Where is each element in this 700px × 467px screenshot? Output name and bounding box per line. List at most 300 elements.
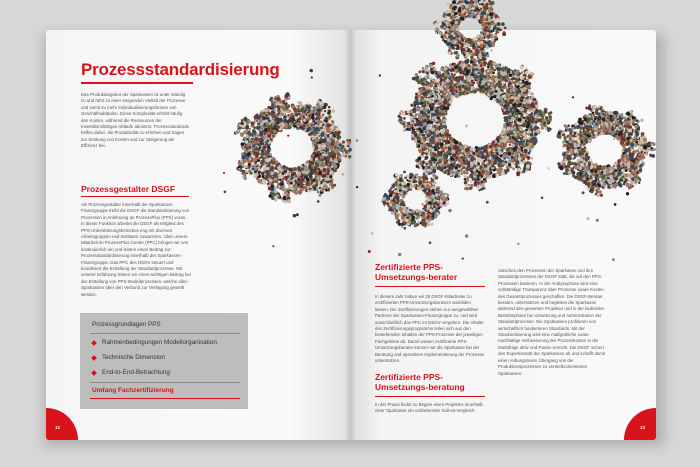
person-figure (259, 121, 261, 123)
person-figure (336, 127, 339, 130)
person-figure (241, 146, 243, 148)
person-figure (513, 163, 515, 165)
person-figure (262, 179, 266, 183)
person-figure (267, 128, 271, 132)
person-figure (299, 126, 301, 128)
person-figure (284, 95, 286, 97)
person-figure (285, 174, 287, 176)
person-figure (310, 132, 313, 135)
person-figure (495, 74, 497, 76)
person-figure (259, 164, 261, 166)
person-figure (296, 189, 299, 192)
person-figure (293, 122, 296, 125)
person-figure (304, 166, 308, 170)
person-figure (332, 139, 335, 142)
person-figure (282, 165, 286, 169)
person-figure (434, 164, 436, 166)
person-figure (294, 167, 297, 170)
person-figure (487, 63, 490, 66)
person-figure (317, 136, 320, 139)
person-figure (317, 111, 320, 114)
person-figure (472, 178, 474, 180)
person-figure (341, 145, 345, 149)
person-figure (317, 168, 320, 171)
person-figure (320, 104, 323, 107)
person-figure (330, 182, 333, 185)
person-figure (322, 164, 326, 168)
prozessgestalter-paragraph: Als Prozessgestalter innerhalb der Sparkassen-Finanzgruppe treibt die DSGF die Standardisierung von Prozessen in Anlehnung an ProzessPlus (PPS) voran. In dieser Funktion arbeitet die DSGF als Mitglied des PPS-Unterstützungsbetriebes eng mit diversen Arbeitsgruppen und Instituten zusammen. Über unsere Mitarbeit im ProzessPlus-Center (PPC) bringen wir uns kontinuierlich ein und leisten einen Beitrag zur Prozessstandardisierung innerhalb der Sparkassen-Finanzgruppe. Das PPC des DSGV steuert und koordiniert die Erstellung der Standardprozesse. Mit unserer Erfahrung leisten wir einen wichtigen Beitrag bei der Erstellung von PPS-Modellprozessen, welche allen Sparkassen über den Verbund zur Verfügung gestellt werden. (81, 202, 191, 297)
person-figure (303, 119, 307, 123)
person-figure (277, 97, 281, 101)
person-figure (521, 113, 524, 116)
person-figure (260, 123, 262, 125)
person-figure (293, 178, 296, 181)
person-figure (281, 169, 284, 172)
person-figure (517, 94, 520, 97)
info-box-item-label: Rahmenbedingungen Modellorganisation (102, 339, 217, 346)
person-figure (313, 159, 315, 161)
person-figure (325, 177, 328, 180)
person-figure (325, 148, 329, 152)
person-figure (312, 138, 315, 141)
person-figure (265, 158, 269, 162)
person-figure (258, 136, 260, 138)
person-figure (284, 125, 288, 129)
info-box-title: Prozessgrundlagen PPS (92, 321, 161, 328)
person-figure (545, 128, 547, 130)
person-figure (493, 69, 495, 71)
people-crowd-image (223, 0, 656, 261)
person-figure (417, 160, 420, 163)
person-figure (318, 175, 321, 178)
person-figure (315, 174, 318, 177)
person-figure (331, 179, 334, 182)
person-figure (256, 153, 259, 156)
person-figure (287, 182, 289, 184)
person-figure (508, 163, 511, 166)
person-figure (423, 116, 426, 119)
person-figure (308, 113, 311, 116)
person-figure (520, 108, 523, 111)
person-figure (527, 104, 530, 107)
person-figure (251, 151, 254, 154)
person-figure (263, 132, 266, 135)
person-figure (322, 143, 324, 145)
person-figure (281, 186, 284, 189)
person-figure (452, 153, 455, 156)
person-figure (316, 160, 319, 163)
person-figure (249, 171, 252, 174)
person-figure (312, 120, 315, 123)
person-figure (304, 111, 306, 113)
person-figure (254, 164, 257, 167)
person-figure (269, 117, 272, 120)
person-figure (418, 70, 421, 73)
person-figure (266, 167, 269, 170)
person-figure (464, 181, 467, 184)
person-figure (322, 152, 324, 154)
person-figure (266, 132, 269, 135)
person-figure (289, 168, 292, 171)
person-figure (254, 170, 257, 173)
person-figure (455, 151, 458, 154)
person-figure (324, 122, 326, 124)
umsetzungsberatung-paragraph: In der Praxis findet zu Beginn eines Projektes innerhalb einer Sparkasse ein umfassender Soll-Ist-Vergleich (375, 402, 483, 414)
person-figure (280, 175, 283, 178)
person-figure (311, 128, 314, 131)
person-figure (241, 152, 244, 155)
person-figure (280, 122, 284, 126)
person-figure (253, 126, 256, 129)
person-figure (492, 174, 496, 178)
person-figure (334, 159, 338, 163)
person-figure (282, 100, 285, 103)
person-figure (257, 126, 260, 129)
person-figure (318, 171, 322, 175)
person-figure (292, 190, 295, 193)
person-figure (326, 127, 330, 131)
person-figure (265, 114, 268, 117)
person-figure (331, 131, 334, 134)
page-title: Prozessstandardisierung (81, 60, 280, 79)
person-figure (324, 133, 327, 136)
info-box-item-label: End-to-End-Betrachtung (102, 369, 170, 376)
person-figure (477, 175, 479, 177)
person-figure (496, 169, 499, 172)
person-figure (410, 104, 413, 107)
person-figure (320, 138, 323, 141)
person-figure (466, 176, 469, 179)
person-figure (257, 141, 260, 144)
person-figure (245, 126, 249, 130)
person-figure (247, 120, 250, 123)
person-figure (307, 117, 311, 121)
person-figure (257, 146, 259, 148)
person-figure (243, 148, 246, 151)
page-number-right: 13 (640, 425, 646, 430)
person-figure (521, 72, 523, 74)
person-figure (422, 166, 425, 169)
person-figure (422, 134, 425, 137)
person-figure (258, 166, 261, 169)
person-figure (288, 125, 292, 129)
person-figure (241, 142, 245, 146)
person-figure (266, 163, 268, 165)
person-figure (296, 122, 300, 126)
person-figure (287, 199, 291, 203)
person-figure (285, 188, 287, 190)
person-figure (423, 140, 426, 143)
person-figure (238, 127, 240, 129)
person-figure (266, 177, 269, 180)
person-figure (287, 104, 289, 106)
person-figure (245, 140, 249, 144)
person-figure (282, 105, 285, 108)
person-figure (310, 107, 314, 111)
person-figure (480, 188, 483, 191)
person-figure (320, 123, 323, 126)
umsetzungsberater-paragraph: In diesem Jahr haben wir 29 DSGF-Mitarbeiter zu zertifizierten PPS-Umsetzungsberatern ausbilden lassen. Die Zertifizierungen stehen nur ausgewählten Partnern der Sparkassen-Finanzgruppe zu, und wird ausschließlich das PPC im DSGV vergeben. Die Inhalte des Zertifizierungsprogramms teilen sich aus den bestehenden Inhalten der PPS-Prozesse der jeweiligen Fachgebiete ab. Damit wissen zertifizierte PPS-Umsetzungsberater können wir die Sparkasse bei der Beratung und operativen Implementierung der Prozesse unterstützen. (375, 294, 485, 364)
person-figure (321, 116, 323, 118)
person-figure (306, 178, 310, 182)
person-figure (330, 142, 334, 146)
person-figure (249, 145, 252, 148)
person-figure (300, 175, 304, 179)
person-figure (277, 196, 280, 199)
person-figure (528, 92, 531, 95)
person-figure (278, 185, 281, 188)
person-figure (477, 178, 480, 181)
person-figure (276, 171, 279, 174)
person-figure (492, 150, 494, 152)
person-figure (284, 119, 287, 122)
person-figure (252, 168, 255, 171)
person-figure (283, 115, 286, 118)
person-figure (267, 106, 270, 109)
person-figure (332, 110, 335, 113)
person-figure (293, 110, 296, 113)
person-figure (348, 155, 351, 158)
person-figure (270, 173, 273, 176)
person-figure (265, 108, 269, 112)
person-figure (464, 178, 467, 181)
person-figure (249, 128, 251, 130)
person-figure (290, 123, 293, 126)
person-figure (525, 68, 527, 70)
person-figure (442, 140, 444, 142)
person-figure (444, 171, 447, 174)
intro-paragraph: Das Produktangebot der Sparkassen ist unter ständig zu und führt zu einer steigenden Vielfalt der Prozesse und somit zu mehr Individualisierungsformen von Geschäftsabläufen. Diese Komplexität erhöht häufig den Kosten, während die Ressourcen der Investitionsfähigen Abläufe abnimmt. Prozessstandards helfen dabei, die Produktivität zu erhöhen und tragen zur Senkung von Kosten und zur Steigerung der Effizienz bei. (81, 92, 189, 149)
person-figure (277, 126, 280, 129)
person-figure (298, 168, 301, 171)
person-figure (290, 120, 293, 123)
person-figure (290, 114, 292, 116)
person-figure (252, 139, 254, 141)
person-figure (498, 85, 501, 88)
person-figure (342, 141, 345, 144)
person-figure (244, 137, 247, 140)
person-figure (309, 104, 311, 106)
person-figure (520, 66, 524, 70)
person-figure (548, 112, 551, 115)
person-figure (321, 184, 323, 186)
person-figure (507, 85, 509, 87)
person-figure (256, 173, 259, 176)
person-figure (277, 113, 280, 116)
person-figure (321, 134, 324, 137)
person-figure (330, 146, 333, 149)
person-figure (454, 73, 456, 75)
person-figure (300, 185, 303, 188)
person-figure (257, 159, 260, 162)
person-figure (499, 173, 502, 176)
person-figure (331, 151, 335, 155)
person-figure (327, 168, 329, 170)
subhead-umsetzungsberatung: Zertifizierte PPS-Umsetzungs-beratung (375, 372, 465, 392)
person-figure (518, 90, 521, 93)
person-figure (322, 113, 325, 116)
person-figure (288, 186, 292, 190)
person-figure (327, 141, 331, 145)
person-figure (420, 124, 423, 127)
person-figure (259, 132, 263, 136)
person-figure (330, 155, 333, 158)
person-figure (322, 124, 325, 127)
person-figure (251, 122, 255, 126)
person-figure (504, 97, 507, 100)
person-figure (277, 105, 280, 108)
person-figure (287, 114, 289, 116)
person-figure (326, 156, 330, 160)
person-figure (464, 175, 467, 178)
person-figure (297, 171, 300, 174)
person-figure (309, 175, 313, 179)
person-figure (241, 176, 244, 179)
person-figure (510, 166, 513, 169)
person-figure (275, 193, 277, 195)
person-figure (253, 134, 256, 137)
person-figure (453, 162, 456, 165)
person-figure (446, 133, 450, 137)
person-figure (417, 145, 420, 148)
person-figure (293, 124, 296, 127)
person-figure (482, 165, 484, 167)
person-figure (281, 180, 284, 183)
person-figure (525, 129, 528, 132)
person-figure (283, 109, 286, 112)
person-figure (334, 164, 338, 168)
person-figure (471, 79, 474, 82)
person-figure (268, 146, 270, 148)
person-figure (267, 183, 269, 185)
person-figure (318, 148, 321, 151)
person-figure (271, 100, 273, 102)
person-figure (263, 167, 266, 170)
person-figure (321, 158, 324, 161)
person-figure (272, 158, 276, 162)
person-figure (427, 116, 430, 119)
person-figure (328, 110, 331, 113)
person-figure (329, 175, 332, 178)
person-figure (294, 188, 296, 190)
person-figure (276, 118, 279, 121)
person-figure (272, 114, 276, 118)
person-figure (276, 102, 280, 106)
person-figure (335, 132, 338, 135)
person-figure (304, 186, 307, 189)
person-figure (291, 173, 294, 176)
person-figure (527, 138, 530, 141)
person-figure (315, 145, 319, 149)
person-figure (262, 116, 265, 119)
person-figure (444, 166, 447, 169)
person-figure (429, 160, 433, 164)
person-figure (273, 179, 276, 182)
person-figure (326, 138, 329, 141)
person-figure (287, 167, 290, 170)
person-figure (328, 115, 331, 118)
person-figure (324, 157, 327, 160)
person-figure (314, 171, 317, 174)
person-figure (422, 160, 425, 163)
person-figure (245, 130, 248, 133)
person-figure (254, 115, 258, 119)
person-figure (324, 103, 328, 107)
person-figure (335, 150, 338, 153)
person-figure (334, 146, 337, 149)
person-figure (300, 191, 302, 193)
person-figure (302, 170, 305, 173)
person-figure (270, 191, 273, 194)
person-figure (246, 144, 249, 147)
person-figure (327, 181, 330, 184)
person-figure (271, 110, 274, 113)
person-figure (345, 147, 349, 151)
person-figure (331, 121, 334, 124)
person-figure (286, 193, 290, 197)
person-figure (319, 194, 322, 197)
person-figure (315, 163, 319, 167)
person-figure (540, 124, 543, 127)
person-figure (278, 180, 281, 183)
person-figure (523, 125, 525, 127)
person-figure (314, 166, 318, 170)
person-figure (346, 139, 349, 142)
person-figure (472, 152, 475, 155)
person-figure (297, 109, 300, 112)
person-figure (322, 140, 324, 142)
person-figure (331, 129, 334, 132)
person-figure (269, 179, 273, 183)
person-figure (242, 170, 245, 173)
person-figure (271, 166, 275, 170)
person-figure (470, 148, 473, 151)
person-figure (329, 134, 332, 137)
person-figure (260, 155, 263, 158)
page-number-left: 12 (55, 425, 61, 430)
person-figure (339, 155, 342, 158)
person-figure (273, 124, 277, 128)
person-figure (525, 85, 528, 88)
person-figure (254, 148, 257, 151)
person-figure (487, 77, 490, 80)
person-figure (311, 188, 314, 191)
person-figure (283, 196, 287, 200)
person-figure (269, 153, 272, 156)
person-figure (323, 184, 327, 188)
person-figure (310, 158, 313, 161)
person-figure (301, 179, 304, 182)
person-figure (327, 189, 330, 192)
person-figure (286, 92, 290, 96)
person-figure (295, 113, 298, 116)
person-figure (329, 162, 332, 165)
person-figure (278, 176, 281, 179)
person-figure (274, 175, 276, 177)
person-figure (342, 153, 346, 157)
person-figure (268, 187, 272, 191)
person-figure (245, 165, 248, 168)
person-figure (321, 190, 323, 192)
column-two-paragraph: zwischen den Prozessen der Sparkasse und den Standardprozessen der DSGF statt, die auf den PPS-Prozessen basieren. In der Analysephase wird eine vollständige Transparenz über Prozesse sowie Kosten des Gesamtprozesses geschaffen. Die DSGF-Berater beraten, unterstützen und begleiten die Sparkasse während des gesamten Projektes und in der laufenden Betriebsphase bei Umsetzung und Administration der Standardprozesse. Die Sparkassen profitieren von wirtschaftlich fundierteren Standards. Mit der Standardisierung wird eine maßgebliche sowie nachhaltige Verbesserung der Prozesskosten in der Marktfolge aktiv und Passiv erreicht. Die DSGF sichert den Expertenstatt der Sparkassen ab und schafft damit einen reibungslosen Übergang von der Produktionsprozessen zu vertriebsorientierten Sparkassen. (498, 268, 606, 376)
person-figure (264, 152, 267, 155)
person-figure (288, 191, 290, 193)
person-figure (241, 119, 244, 122)
person-figure (338, 159, 340, 161)
person-figure (518, 112, 521, 115)
person-figure (258, 171, 261, 174)
person-figure (250, 141, 252, 143)
